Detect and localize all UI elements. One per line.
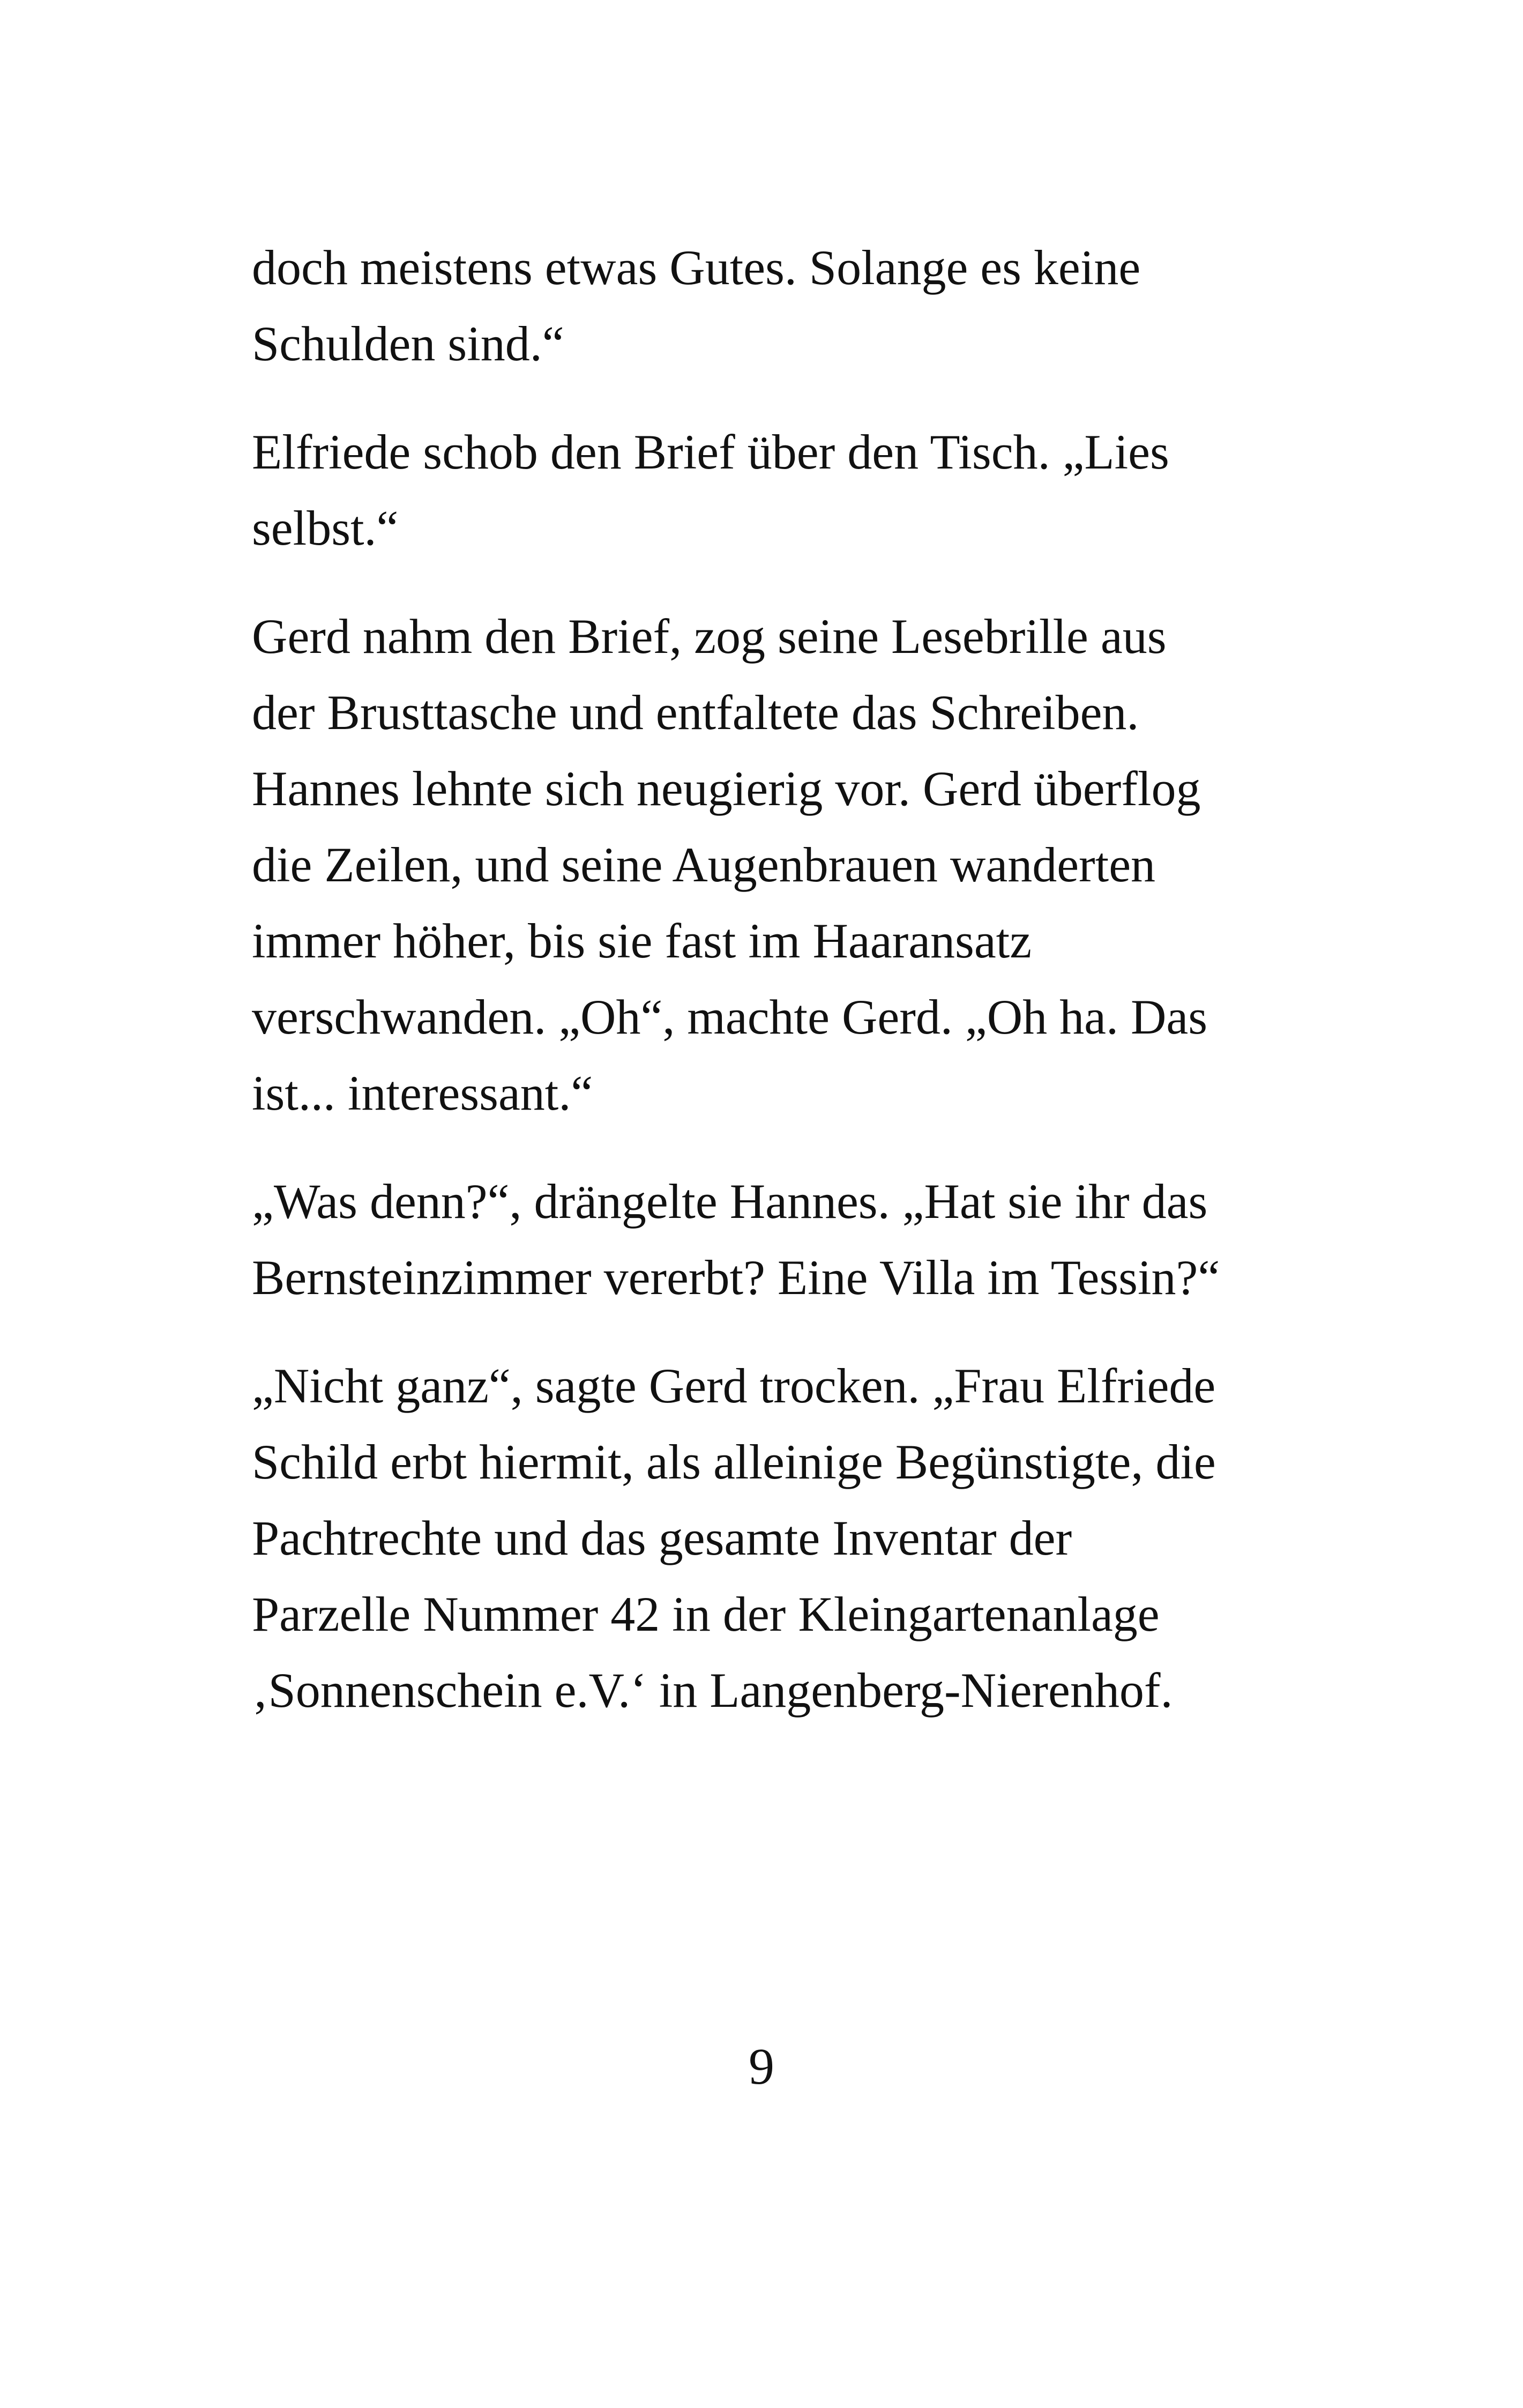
text-line: „Was denn?“, drängelte Hannes. „Hat sie ihr das bbox=[252, 1174, 1208, 1229]
paragraph bbox=[252, 1163, 1324, 1316]
text-line: der Brusttasche und entfaltete das Schreiben. bbox=[252, 685, 1139, 740]
text-line: Schild erbt hiermit, als alleinige Begünstigte, die bbox=[252, 1435, 1216, 1489]
text-line: Schulden sind.“ bbox=[252, 316, 564, 371]
body-text bbox=[252, 229, 1324, 1760]
paragraph bbox=[252, 414, 1324, 566]
text-line: Gerd nahm den Brief, zog seine Lesebrille aus bbox=[252, 609, 1167, 664]
text-line: Hannes lehnte sich neugierig vor. Gerd überflog bbox=[252, 761, 1201, 816]
text-line: Parzelle Nummer 42 in der Kleingartenanlage bbox=[252, 1587, 1160, 1641]
text-line: Pachtrechte und das gesamte Inventar der bbox=[252, 1511, 1072, 1565]
paragraph bbox=[252, 598, 1324, 1131]
text-line: die Zeilen, und seine Augenbrauen wanderten bbox=[252, 837, 1156, 892]
text-line: selbst.“ bbox=[252, 501, 399, 555]
text-line: Elfriede schob den Brief über den Tisch. „Lies bbox=[252, 425, 1169, 479]
text-line: Bernsteinzimmer vererbt? Eine Villa im Tessin?“ bbox=[252, 1250, 1220, 1305]
text-line: ‚Sonnenschein e.V.‘ in Langenberg-Nierenhof. bbox=[252, 1663, 1173, 1718]
page-number: 9 bbox=[749, 2038, 774, 2095]
text-line: immer höher, bis sie fast im Haaransatz bbox=[252, 913, 1032, 968]
text-line: doch meistens etwas Gutes. Solange es keine bbox=[252, 240, 1141, 295]
text-line: „Nicht ganz“, sagte Gerd trocken. „Frau Elfriede bbox=[252, 1358, 1216, 1413]
paragraph bbox=[252, 1348, 1324, 1728]
text-line: ist... interessant.“ bbox=[252, 1066, 593, 1120]
text-line: verschwanden. „Oh“, machte Gerd. „Oh ha. Das bbox=[252, 990, 1208, 1044]
paragraph bbox=[252, 229, 1324, 382]
